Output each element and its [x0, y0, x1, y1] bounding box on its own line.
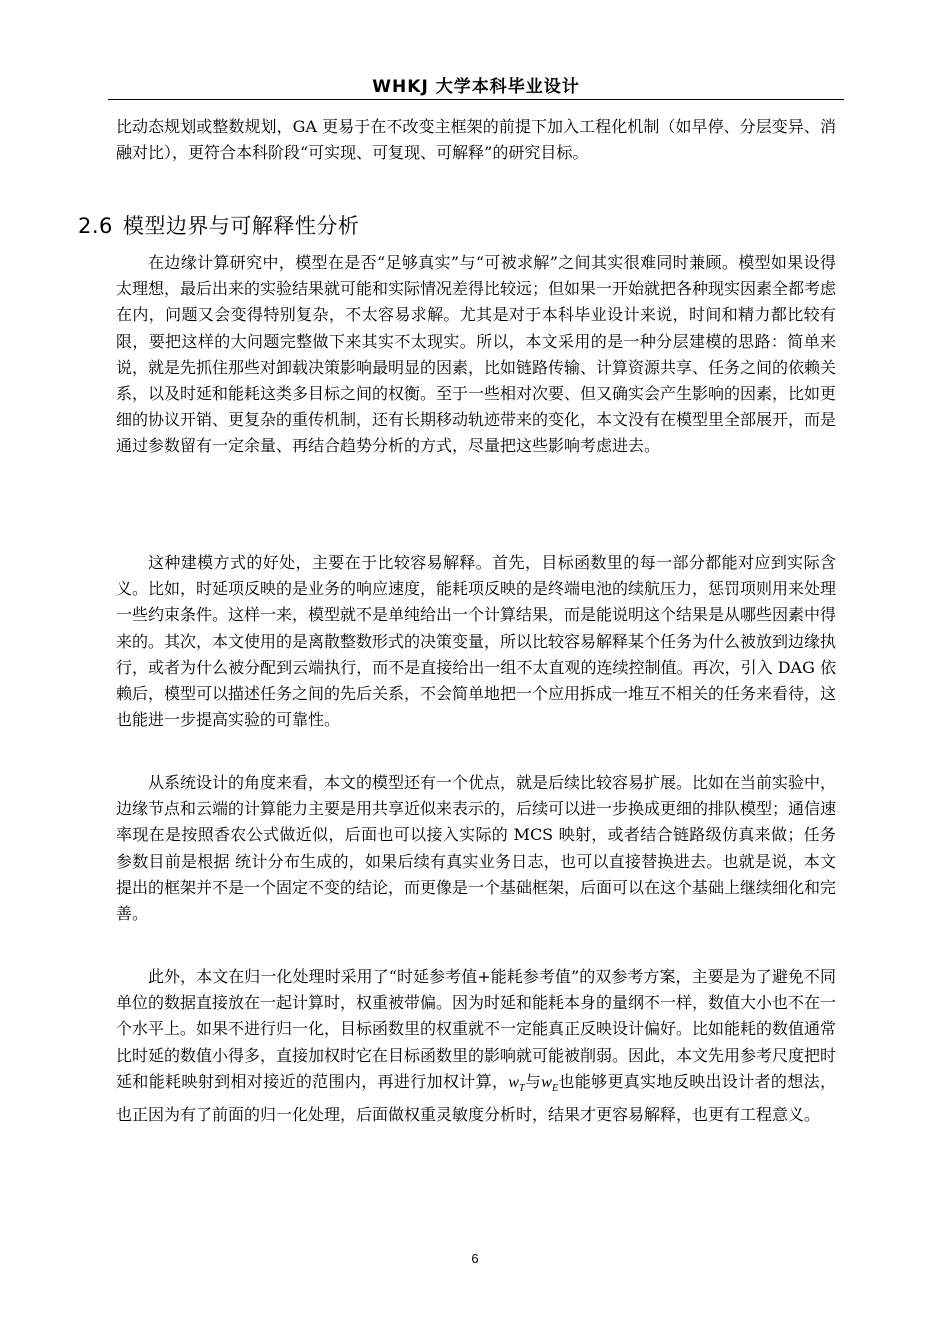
paragraph-3-text: 从系统设计的角度来看，本文的模型还有一个优点，就是后续比较容易扩展。比如在当前实验中，边缘节点和云端的计算能力主要是用共享近似来表示的，后续可以进一步换成更细的排队模型；通信速率现在是按照香农公式做近似，后面也可以接入实际的 MCS 映射，或者结合链路级仿真来做；任务参数目前是根据 统计分布生成的，如果后续有真实业务日志，也可以直接替换进去。也就是说，本文提出的框架并不是一个固定不变的结论，而更像是一个基础框架，后面可以在这个基础上继续细化和完善。: [116, 773, 837, 924]
intro-paragraph: [116, 114, 836, 166]
section-title: 模型边界与可解释性分析: [122, 214, 360, 238]
paragraph-4-tail: 也能够更真实地反映出设计者的想法，也正因为有了前面的归一化处理，后面做权重灵敏度分析时，结果才更容易解释，也更有工程意义。: [116, 1071, 836, 1125]
formula-and: 与: [524, 1071, 542, 1091]
paragraph-4: [116, 964, 836, 1128]
paragraph-3: [116, 770, 836, 927]
paragraph-1: [116, 250, 836, 460]
paragraph-1-text: 在边缘计算研究中，模型在是否“足够真实”与“可被求解”之间其实很难同时兼顾。模型如果设得太理想，最后出来的实验结果就可能和实际情况差得比较远；但如果一开始就把各种现实因素全都考虑在内，问题又会变得特别复杂，不太容易求解。尤其是对于本科毕业设计来说，时间和精力都比较有限，要把这样的大问题完整做下来其实不太现实。所以，本文采用的是一种分层建模的思路：简单来说，就是先抓住那些对卸载决策影响最明显的因素，比如链路传输、计算资源共享、任务之间的依赖关系，以及时延和能耗这类多目标之间的权衡。至于一些相对次要、但又确实会产生影响的因素，比如更细的协议开销、更复杂的重传机制，还有长期移动轨迹带来的变化，本文没有在模型里全部展开，而是通过参数留有一定余量、再结合趋势分析的方式，尽量把这些影响考虑进去。: [116, 253, 837, 456]
paragraph-2: [116, 550, 836, 733]
paragraph-2-text: 这种建模方式的好处，主要在于比较容易解释。首先，目标函数里的每一部分都能对应到实际含义。比如，时延项反映的是业务的响应速度，能耗项反映的是终端电池的续航压力，惩罚项则用来处理一些约束条件。这样一来，模型就不是单纯给出一个计算结果，而是能说明这个结果是从哪些因素中得来的。其次，本文使用的是离散整数形式的决策变量，所以比较容易解释某个任务为什么被放到边缘执行，或者为什么被分配到云端执行，而不是直接给出一组不太直观的连续控制值。再次，引入 DAG 依赖后，模型可以描述任务之间的先后关系，不会简单地把一个应用拆成一堆互不相关的任务来看待，这也能进一步提高实验的可靠性。: [116, 553, 837, 730]
header-rule: [108, 99, 844, 100]
page-number: 6: [471, 1251, 479, 1266]
weight-symbol-e: $w_E$: [541, 1073, 559, 1094]
section-number: 2.6: [78, 214, 113, 238]
weight-symbol-t: $w_T$: [508, 1073, 525, 1094]
paragraph-4-text: [116, 964, 836, 1128]
paragraph-4-main: 此外，本文在归一化处理时采用了“时延参考值+能耗参考值”的双参考方案，主要是为了避免不同单位的数据直接放在一起计算时，权重被带偏。因为时延和能耗本身的量纲不一样，数值大小也不在一个水平上。如果不进行归一化，目标函数里的权重就不一定能真正反映设计偏好。比如能耗的数值通常比时延的数值小得多，直接加权时它在目标函数里的影响就可能被削弱。因此，本文先用参考尺度把时延和能耗映射到相对接近的范围内，再进行加权计算，: [116, 967, 837, 1091]
section-heading: [78, 210, 359, 240]
page-header: WHKJ 大学本科毕业设计: [372, 77, 580, 97]
intro-paragraph-text: 比动态规划或整数规划，GA 更易于在不改变主框架的前提下加入工程化机制（如早停、分层变异、消融对比），更符合本科阶段“可实现、可复现、可解释”的研究目标。: [116, 117, 836, 163]
